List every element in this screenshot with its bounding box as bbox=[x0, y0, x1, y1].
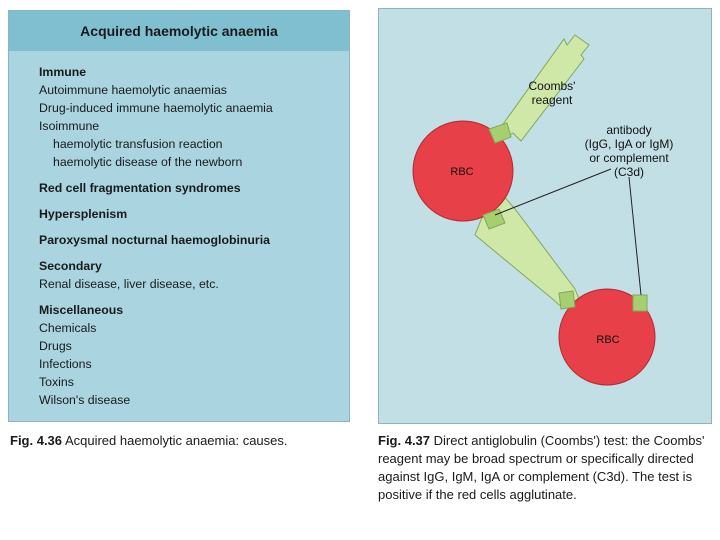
category-fragmentation: Red cell fragmentation syndromes bbox=[39, 181, 241, 195]
figure-caption-right bbox=[378, 432, 713, 504]
antibody-label-line: antibody bbox=[606, 123, 652, 137]
table-header bbox=[9, 11, 349, 51]
list-item: Toxins bbox=[39, 375, 74, 389]
pointer-line bbox=[629, 177, 641, 295]
table-title: Acquired haemolytic anaemia bbox=[80, 23, 278, 39]
category-hypersplenism: Hypersplenism bbox=[39, 207, 128, 221]
list-item: Infections bbox=[39, 357, 92, 371]
list-subitem: haemolytic transfusion reaction bbox=[53, 137, 223, 151]
antibody-label-line: (IgG, IgA or IgM) bbox=[584, 137, 674, 151]
list-item: Drugs bbox=[39, 339, 72, 353]
category-secondary: Secondary bbox=[39, 259, 102, 273]
antibody-label bbox=[564, 123, 694, 179]
coombs-diagram bbox=[378, 8, 712, 424]
figure-caption-left bbox=[10, 432, 355, 450]
list-subitem: haemolytic disease of the newborn bbox=[53, 155, 243, 169]
list-item: Autoimmune haemolytic anaemias bbox=[39, 83, 227, 97]
caption-text: Direct antiglobulin (Coombs') test: the Coombs' reagent may be broad spectrum or specifically directed against IgG, IgM, IgA or complement (C3d). The test is positive if the red cells agglutinate. bbox=[378, 433, 705, 502]
diagram-graphic bbox=[379, 9, 713, 425]
causes-table bbox=[8, 10, 350, 422]
list-item: Wilson's disease bbox=[39, 393, 131, 407]
antibody-label-line: or complement bbox=[589, 151, 669, 165]
list-item: Drug-induced immune haemolytic anaemia bbox=[39, 101, 273, 115]
list-item: Isoimmune bbox=[39, 119, 100, 133]
caption-text: Acquired haemolytic anaemia: causes. bbox=[64, 433, 288, 448]
causes-list bbox=[39, 63, 339, 409]
antibody-lower-right bbox=[633, 295, 647, 311]
list-item: Chemicals bbox=[39, 321, 97, 335]
list-item: Renal disease, liver disease, etc. bbox=[39, 277, 219, 291]
antibody-lower-left bbox=[559, 291, 575, 309]
category-immune: Immune bbox=[39, 65, 87, 79]
category-miscellaneous: Miscellaneous bbox=[39, 303, 124, 317]
rbc-label-lower: RBC bbox=[596, 334, 620, 346]
figure-number: Fig. 4.36 bbox=[10, 433, 63, 448]
figure-number: Fig. 4.37 bbox=[378, 433, 431, 448]
reagent-label-line: reagent bbox=[531, 93, 573, 107]
reagent-label bbox=[512, 79, 592, 107]
antibody-label-line: (C3d) bbox=[613, 165, 644, 179]
category-pnh: Paroxysmal nocturnal haemoglobinuria bbox=[39, 233, 270, 247]
rbc-label-upper: RBC bbox=[450, 166, 474, 178]
reagent-label-line: Coombs' bbox=[528, 79, 576, 93]
